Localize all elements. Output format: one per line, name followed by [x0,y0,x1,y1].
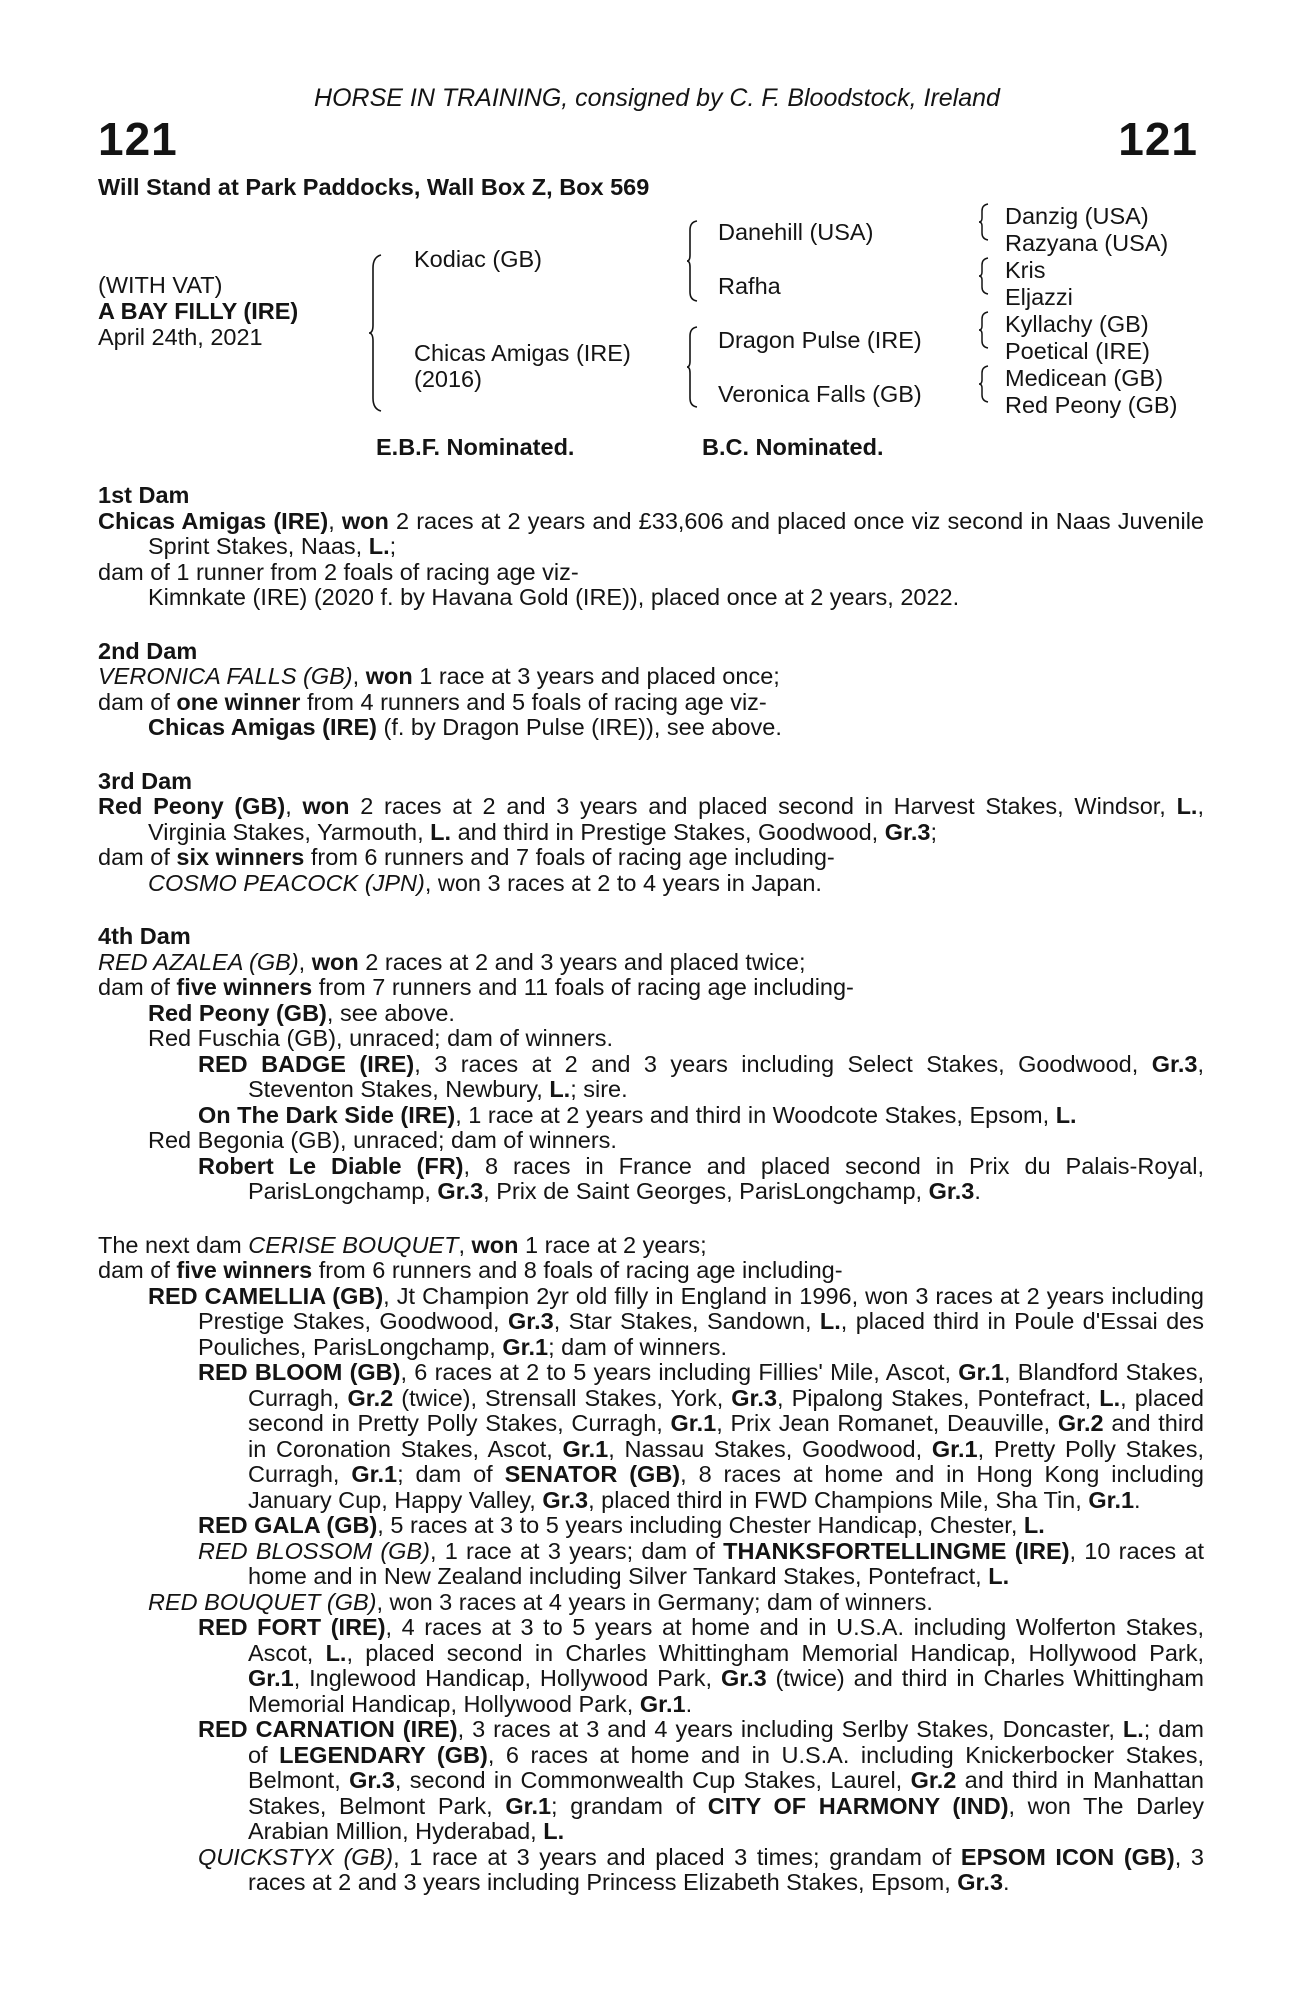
bold-text: won [341,507,389,534]
text-run: . [974,1178,981,1204]
record-line [98,1513,1204,1539]
bold-text: RED CAMELLIA (GB) [148,1282,384,1309]
text-run: dam of [98,844,177,870]
text-run: from 7 runners and 11 foals of racing age including- [312,974,854,1000]
text-run: ; [930,818,938,845]
bc-nominated: B.C. Nominated. [702,434,884,460]
text-run: , won 3 races at 4 years in Germany; dam of winners. [376,1588,933,1615]
record-line [98,950,1204,976]
pedigree-sire-dam: Rafha [718,273,781,299]
bold-text: Chicas Amigas (IRE) [98,507,329,534]
family-history [98,483,1204,1896]
text-run: dam of 1 runner from 2 foals of racing age viz- [98,558,579,585]
section-heading: 3rd Dam [98,767,193,794]
bold-text: Gr.1 [931,1435,978,1462]
record-line [98,845,1204,871]
bold-text: L. [1099,1384,1121,1411]
bold-text: Gr.3 [928,1178,975,1204]
record-line [98,1128,1204,1154]
text-run: , 6 races at 2 to 5 years including Fillies' Mile, Ascot, [400,1359,959,1385]
text-run: , Star Stakes, Sandown, [553,1308,820,1334]
bold-text: L. [1122,1716,1144,1742]
italic-text: RED BOUQUET (GB) [148,1588,377,1615]
record-line [98,1026,1204,1052]
pedigree-g-4: Eljazzi [1005,284,1073,310]
text-run: , placed second in Pretty Polly Stakes, Curragh, [248,1384,1204,1436]
text-run: 1 race at 3 years and placed once; [412,663,780,689]
bold-text: Gr.3 [437,1178,484,1204]
bold-text: Gr.1 [958,1359,1004,1385]
record-line [98,1103,1204,1129]
pedigree-brace-g1 [978,203,990,241]
bold-text: Gr.3 [542,1486,589,1513]
dam-section [98,769,1204,897]
record-line [98,1590,1204,1616]
text-run: , Prix Jean Romanet, Deauville, [716,1410,1058,1436]
bold-text: won [365,663,413,689]
text-run: , placed third in FWD Champions Mile, Sha Tin, [588,1486,1089,1513]
record-line [98,1845,1204,1896]
text-run: . [1134,1486,1141,1513]
bold-text: LEGENDARY (GB) [279,1741,488,1768]
bold-text: L. [368,533,390,559]
bold-text: Robert Le Diable (FR) [198,1152,464,1179]
dam-section [98,483,1204,611]
stand-location: Will Stand at Park Paddocks, Wall Box Z, Box 569 [98,174,650,200]
bold-text: Gr.2 [1057,1410,1104,1436]
text-run: , 1 race at 3 years; dam of [429,1537,724,1564]
pedigree-brace-g2 [978,257,990,295]
text-run: , Jt Champion 2yr old filly in England in 1996, won 3 races at 2 years including Prestige Stakes, Goodwood, [198,1282,1204,1334]
text-run: , placed third in Poule d'Essai des Pouliches, ParisLongchamp, [198,1308,1204,1360]
bold-text: RED BADGE (IRE) [198,1050,415,1077]
bold-text: Gr.2 [910,1767,957,1793]
record-line [98,871,1204,897]
bold-text: L. [988,1563,1010,1589]
text-run: , Pretty Polly Stakes, Curragh, [248,1435,1204,1487]
bold-text: five winners [176,1257,313,1283]
pedigree-dam: Chicas Amigas (IRE) [414,340,631,366]
text-run: Red Begonia (GB), unraced; dam of winners. [148,1127,617,1153]
pedigree-brace-dam [686,326,700,408]
text-run: , won The Darley Arabian Million, Hyderabad, [248,1792,1204,1844]
bold-text: EPSOM ICON (GB) [960,1843,1175,1870]
bold-text: RED GALA (GB) [198,1512,378,1538]
bold-text: Gr.3 [731,1384,778,1411]
pedigree-dam-year: (2016) [414,366,482,392]
foaling-date: April 24th, 2021 [98,324,263,350]
text-run: , Prix de Saint Georges, ParisLongchamp, [483,1178,929,1204]
bold-text: Gr.3 [720,1665,767,1691]
bold-text: Gr.3 [508,1308,554,1334]
text-run: , 4 races at 3 to 5 years at home and in U.S.A. including Wolferton Stakes, Ascot, [248,1614,1204,1666]
text-run: 1 race at 2 years; [518,1231,707,1258]
bold-text: L. [430,818,452,845]
text-run: , 3 races at 2 and 3 years including Select Stakes, Goodwood, [414,1050,1152,1077]
bold-text: won [471,1231,519,1258]
pedigree-sire-sire: Danehill (USA) [718,219,874,245]
record-line [98,1717,1204,1845]
text-run: and third in Prestige Stakes, Goodwood, [451,818,885,845]
pedigree-g-2: Razyana (USA) [1005,230,1169,256]
text-run: 2 races at 2 years and £33,606 and placed once viz second in Naas Juvenile Sprint Stakes, Naas, [148,507,1205,559]
text-run: (twice), Strensall Stakes, York, [393,1384,732,1411]
record-line [98,715,1204,741]
text-run: , Pipalong Stakes, Pontefract, [777,1384,1100,1411]
record-line [98,585,1204,611]
bold-text: Red Peony (GB) [148,999,327,1026]
text-run: from 6 runners and 7 foals of racing age including- [304,844,835,870]
bold-text: L. [1023,1512,1045,1538]
italic-text: RED AZALEA (GB) [98,948,299,975]
text-run: Red Fuschia (GB), unraced; dam of winners. [148,1025,613,1051]
text-run: dam of [98,688,177,715]
italic-text: CERISE BOUQUET [248,1231,459,1258]
text-run: , see above. [326,999,455,1026]
record-line [98,1154,1204,1205]
italic-text: QUICKSTYX (GB) [198,1843,394,1870]
text-run: , 10 races at home and in New Zealand including Silver Tankard Stakes, Pontefract, [248,1537,1204,1589]
bold-text: Gr.3 [957,1869,1004,1895]
bold-text: Gr.1 [1088,1486,1135,1513]
text-run: ; [389,533,397,559]
text-run: , 1 race at 3 years and placed 3 times; grandam of [393,1843,961,1870]
dam-section [98,1233,1204,1896]
text-run: ; dam of winners. [548,1333,728,1360]
bold-text: L. [325,1639,347,1666]
bold-text: L. [543,1818,565,1844]
record-line [98,794,1204,845]
record-line [98,1539,1204,1590]
pedigree-g-1: Danzig (USA) [1005,203,1149,229]
text-run: (twice) and third in Charles Whittingham Memorial Handicap, Hollywood Park, [248,1665,1204,1717]
pedigree-brace-g4 [978,365,990,403]
bold-text: five winners [176,974,313,1000]
pedigree-brace-main [368,254,384,412]
record-line [98,1001,1204,1027]
text-run: , 3 races at 3 and 4 years including Serlby Stakes, Doncaster, [457,1716,1123,1742]
record-line [98,1052,1204,1103]
bold-text: Gr.3 [884,818,931,845]
bold-text: Gr.1 [562,1435,609,1462]
bold-text: one winner [176,688,301,715]
text-run: 2 races at 2 and 3 years and placed twice; [358,948,806,975]
text-run: ; dam of [397,1461,505,1487]
bold-text: Gr.1 [505,1792,552,1819]
text-run: from 6 runners and 8 foals of racing age including- [312,1257,843,1283]
text-run: ; dam of [248,1716,1204,1768]
text-run: , Steventon Stakes, Newbury, [248,1050,1204,1102]
bold-text: Gr.1 [248,1665,294,1691]
text-run: and third in Manhattan Stakes, Belmont Park, [248,1767,1204,1819]
bold-text: L. [549,1076,571,1102]
text-run: , 3 races at 2 and 3 years including Princess Elizabeth Stakes, Epsom, [248,1843,1204,1895]
record-line [98,1284,1204,1361]
section-heading: 1st Dam [98,482,190,508]
pedigree-brace-g3 [978,311,990,349]
bold-text: RED BLOOM (GB) [198,1359,401,1385]
record-line [98,664,1204,690]
record-line [98,690,1204,716]
pedigree-g-3: Kris [1005,257,1046,283]
text-run: , [328,507,342,534]
pedigree-g-8: Red Peony (GB) [1005,392,1178,418]
bold-text: CITY OF HARMONY (IND) [707,1792,1009,1819]
text-run: , 5 races at 3 to 5 years including Chester Handicap, Chester, [377,1512,1024,1538]
bold-text: Gr.1 [639,1690,686,1717]
bold-text: Gr.1 [351,1461,398,1487]
record-line [98,975,1204,1001]
horse-name: A BAY FILLY (IRE) [98,298,299,324]
text-run: , [285,793,303,819]
text-run: , 1 race at 2 years and third in Woodcote Stakes, Epsom, [455,1101,1056,1128]
bold-text: RED CARNATION (IRE) [198,1716,458,1742]
text-run: , [352,663,366,689]
text-run: The next dam [98,1231,249,1258]
section-heading: 2nd Dam [98,637,198,664]
pedigree-g-6: Poetical (IRE) [1005,338,1150,364]
bold-text: Gr.2 [347,1384,394,1411]
record-line [98,1233,1204,1259]
pedigree-g-5: Kyllachy (GB) [1005,311,1149,337]
text-run: from 4 runners and 5 foals of racing age viz- [300,688,767,715]
lot-number-left: 121 [98,113,178,165]
bold-text: THANKSFORTELLINGME (IRE) [723,1537,1070,1564]
text-run: , 6 races at home and in U.S.A. including Knickerbocker Stakes, Belmont, [248,1741,1204,1793]
text-run: , placed second in Charles Whittingham Memorial Handicap, Hollywood Park, [346,1639,1204,1666]
text-run: Kimnkate (IRE) (2020 f. by Havana Gold (IRE)), placed once at 2 years, 2022. [148,584,960,610]
text-run: , Inglewood Handicap, Hollywood Park, [293,1665,721,1691]
text-run: ; grandam of [551,1792,708,1819]
pedigree-sire: Kodiac (GB) [414,246,542,272]
pedigree-brace-sire [686,220,700,302]
text-run: ; sire. [570,1076,628,1102]
text-run: , 8 races at home and in Hong Kong including January Cup, Happy Valley, [248,1461,1204,1513]
text-run: . [1003,1869,1010,1895]
bold-text: Gr.3 [1151,1050,1198,1077]
text-run: , Nassau Stakes, Goodwood, [608,1435,932,1462]
bold-text: L. [1055,1101,1077,1128]
text-run: , [458,1231,472,1258]
text-run: (f. by Dragon Pulse (IRE)), see above. [376,714,782,740]
pedigree-dam-dam: Veronica Falls (GB) [718,381,922,407]
bold-text: Gr.1 [670,1410,717,1436]
bold-text: Gr.3 [349,1767,395,1793]
italic-text: RED BLOSSOM (GB) [198,1537,430,1564]
dam-section [98,924,1204,1205]
record-line [98,509,1204,560]
text-run: , Virginia Stakes, Yarmouth, [148,793,1204,845]
section-heading: 4th Dam [98,923,191,949]
lot-number-right: 121 [1118,113,1198,165]
text-run: and third in Coronation Stakes, Ascot, [248,1410,1204,1462]
bold-text: Chicas Amigas (IRE) [148,714,377,740]
bold-text: six winners [176,844,305,870]
record-line [98,1615,1204,1717]
text-run: , 8 races in France and placed second in Prix du Palais-Royal, ParisLongchamp, [248,1152,1204,1204]
catalogue-header-title: HORSE IN TRAINING, consigned by C. F. Bloodstock, Ireland [314,84,1000,112]
bold-text: RED FORT (IRE) [198,1614,386,1640]
vat-label: (WITH VAT) [98,272,223,298]
bold-text: won [311,948,359,975]
text-run: , Blandford Stakes, Curragh, [248,1359,1204,1411]
record-line [98,1258,1204,1284]
text-run: , second in Commonwealth Cup Stakes, Laurel, [394,1767,911,1793]
text-run: , won 3 races at 2 to 4 years in Japan. [424,869,822,896]
text-run: . [685,1690,693,1717]
bold-text: L. [819,1308,841,1334]
text-run: 2 races at 2 and 3 years and placed second in Harvest Stakes, Windsor, [349,793,1177,819]
dam-section [98,639,1204,741]
text-run: dam of [98,1257,177,1283]
bold-text: On The Dark Side (IRE) [198,1101,456,1128]
ebf-nominated: E.B.F. Nominated. [376,434,575,460]
bold-text: won [302,793,350,819]
bold-text: L. [1176,793,1198,819]
pedigree-dam-sire: Dragon Pulse (IRE) [718,327,922,353]
pedigree-g-7: Medicean (GB) [1005,365,1164,391]
record-line [98,1360,1204,1513]
bold-text: Red Peony (GB) [98,793,286,819]
text-run: , [298,948,312,975]
text-run: dam of [98,974,177,1000]
bold-text: SENATOR (GB) [504,1461,681,1487]
italic-text: COSMO PEACOCK (JPN) [148,869,425,896]
italic-text: VERONICA FALLS (GB) [98,663,353,689]
record-line [98,560,1204,586]
bold-text: Gr.1 [502,1333,549,1360]
